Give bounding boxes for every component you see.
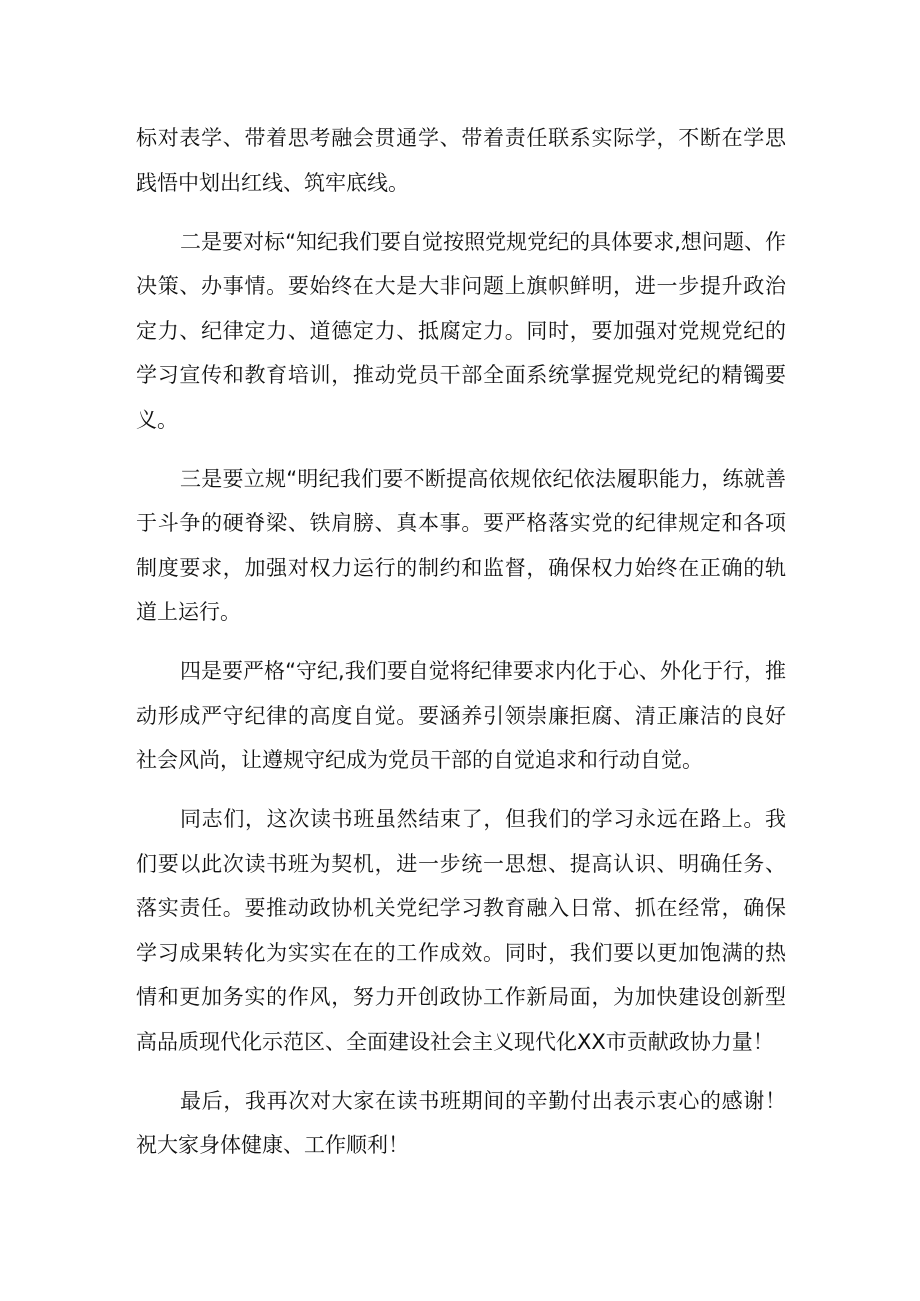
paragraph-continuation: 标对表学、带着思考融会贯通学、带着责任联系实际学，不断在学思践悟中划出红线、筑牢底线。	[136, 126, 786, 195]
paragraph-closing-thanks: 最后，我再次对大家在读书班期间的辛勤付出表示衷心的感谢！祝大家身体健康、工作顺利！	[136, 1088, 786, 1157]
paragraph-closing-comrades: 同志们，这次读书班虽然结束了，但我们的学习永远在路上。我们要以此次读书班为契机，进一步统一思想、提高认识、明确任务、落实责任。要推动政协机关党纪学习教育融入日常、抓在经常，确保学习成果转化为实实在在的工作成效。同时，我们要以更加饱满的热情和更加务实的作风，努力开创政协工作新局面，为加快建设创新型高品质现代化示范区、全面建设社会主义现代化XX市贡献政协力量！	[136, 807, 786, 1054]
paragraph-point-4: 四是要严格“守纪,我们要自觉将纪律要求内化于心、外化于行，推动形成严守纪律的高度自觉。要涵养引领崇廉拒腐、清正廉洁的良好社会风尚，让遵规守纪成为党员干部的自觉追求和行动自觉。	[136, 659, 786, 772]
paragraph-point-2: 二是要对标“知纪我们要自觉按照党规党纪的具体要求,想问题、作决策、办事情。要始终在大是大非问题上旗帜鲜明，进一步提升政治定力、纪律定力、道德定力、抵腐定力。同时，要加强对党规党纪的学习宣传和教育培训，推动党员干部全面系统掌握党规党纪的精镯要义。	[136, 229, 786, 432]
document-body	[136, 116, 786, 1168]
paragraph-point-3: 三是要立规“明纪我们要不断提高依规依纪依法履职能力，练就善于斗争的硬脊梁、铁肩膀、真本事。要严格落实党的纪律规定和各项制度要求，加强对权力运行的制约和监督，确保权力始终在正确的轨道上运行。	[136, 466, 786, 624]
